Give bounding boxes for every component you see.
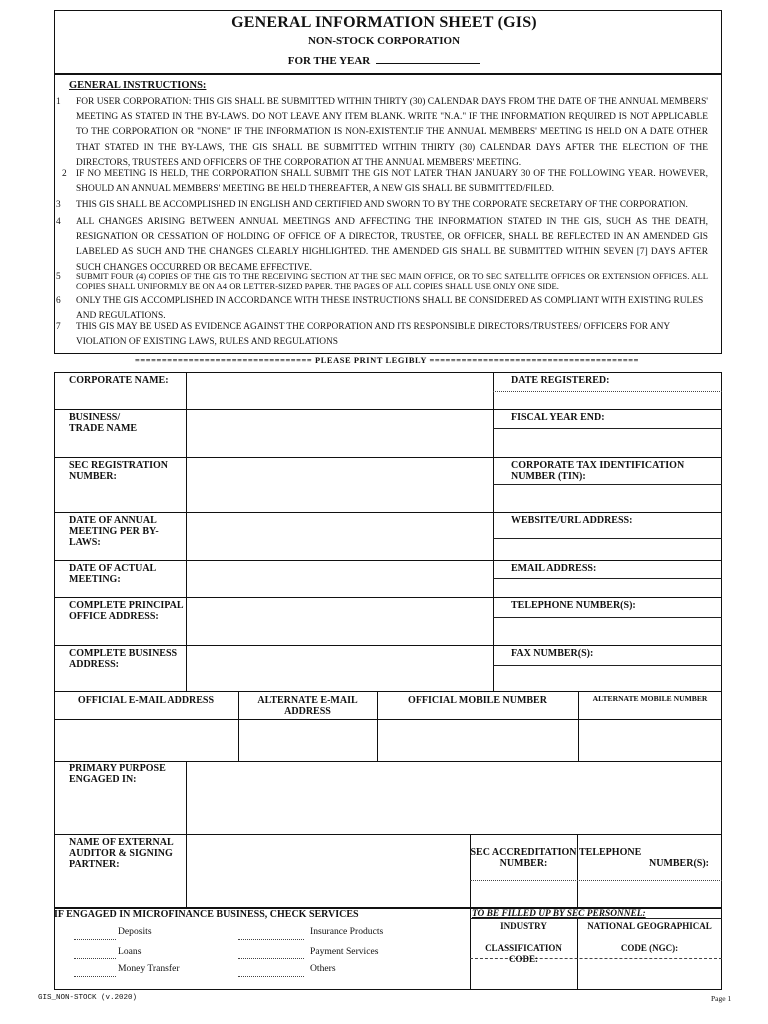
website-input[interactable] <box>495 540 720 559</box>
fax-input[interactable] <box>495 667 720 690</box>
instruction-text: FOR USER CORPORATION: THIS GIS SHALL BE SUBMITTED WITHIN THIRTY (30) CALENDAR DAYS FROM THE DATE OF THE ANNUAL MEMBERS' MEETING AS STATED IN THE BY-LAWS. DO NOT LEAVE ANY ITEM BLANK. WRITE "N.A." IF THE INFORMATION REQUIRED IS NOT APPLICABLE TO THE CORPORATION OR "NONE" IF THE INFORMATION IS NON-EXISTENT.IF THE ANNUAL MEMBERS' MEETING IS HELD ON A DATE OTHER THAT STATED IN THE BY-LAWS, THE GIS SHALL BE SUBMITTED WITHIN THIRTY (30) CALENDAR DAYS AFTER THE ELECTION OF THE DIRECTORS, TRUSTEES AND OFFICERS OF THE CORPORATION AT THE ANNUAL MEMBERS' MEETING. <box>76 97 708 168</box>
label-line: DATE OF ANNUAL <box>69 515 157 526</box>
fiscal-year-end-label: FISCAL YEAR END: <box>511 412 605 423</box>
official-mobile-input[interactable] <box>379 721 576 759</box>
right-col-rule <box>493 538 722 539</box>
instruction-item-1 <box>56 95 708 171</box>
label-line: MEETING: <box>69 574 121 585</box>
row-divider <box>54 719 722 720</box>
instructions-heading: GENERAL INSTRUCTIONS: <box>69 80 207 91</box>
col-divider <box>186 372 187 691</box>
service-label-insurance: Insurance Products <box>310 926 384 937</box>
corporate-name-input[interactable] <box>188 374 491 408</box>
sec-registration-label <box>69 460 168 482</box>
right-col-rule <box>493 484 722 485</box>
actual-meeting-input[interactable] <box>188 562 491 596</box>
telephone-input[interactable] <box>495 619 720 644</box>
row-divider <box>54 372 722 373</box>
instruction-number: 1 <box>56 97 61 107</box>
sec-accreditation-input[interactable] <box>472 882 575 906</box>
label-line: ADDRESS <box>284 706 331 717</box>
email-label: EMAIL ADDRESS: <box>511 563 597 574</box>
label-line: NATIONAL GEOGRAPHICAL <box>587 921 712 931</box>
official-email-input[interactable] <box>56 721 236 759</box>
instruction-item-3 <box>56 198 708 214</box>
annual-meeting-input[interactable] <box>188 514 491 559</box>
label-line: CLASSIFICATION CODE: <box>485 943 562 964</box>
principal-office-input[interactable] <box>188 599 491 644</box>
microfinance-heading: IF ENGAGED IN MICROFINANCE BUSINESS, CHECK SERVICES <box>54 909 359 920</box>
fax-label: FAX NUMBER(S): <box>511 648 594 659</box>
instruction-text: ONLY THE GIS ACCOMPLISHED IN ACCORDANCE WITH THESE INSTRUCTIONS SHALL BE CONSIDERED AS COMPLIANT WITH EXISTING RULES AND REGULATIONS. <box>76 296 704 322</box>
instruction-item-4 <box>56 215 708 271</box>
service-checkbox-payment[interactable] <box>238 958 304 959</box>
service-label-others: Others <box>310 963 336 974</box>
auditor-label <box>69 837 174 870</box>
business-address-input[interactable] <box>188 647 491 690</box>
instruction-number: 5 <box>56 272 61 282</box>
sec-accreditation-label <box>470 847 577 869</box>
date-registered-label: DATE REGISTERED: <box>511 375 610 386</box>
row-divider <box>54 761 722 762</box>
principal-office-label <box>69 600 184 622</box>
label-line: NUMBER: <box>69 471 117 482</box>
service-checkbox-insurance[interactable] <box>238 939 304 940</box>
sec-personnel-heading: TO BE FILLED UP BY SEC PERSONNEL: <box>472 909 646 919</box>
col-divider <box>186 761 187 908</box>
label-line: ADDRESS: <box>69 659 120 670</box>
instruction-text: ALL CHANGES ARISING BETWEEN ANNUAL MEETINGS AND AFFECTING THE INFORMATION STATED IN THE GIS, SUCH AS THE DEATH, RESIGNATION OR CESSATION OF HOLDING OF OFFICE OF A DIRECTOR, TRUSTEE, OR OFFICER, SHALL BE REFLECTED IN AN AMENDED GIS LABELED AS SUCH AND THE CHANGES CLEARLY HIGHLIGHTED. THE AMENDED GIS SHALL BE SUBMITTED WITHIN SEVEN [7] DAYS AFTER SUCH CHANGES OCCURRED OR BECAME EFFECTIVE. <box>76 217 708 273</box>
fiscal-year-end-input[interactable] <box>495 430 720 456</box>
label-line: LAWS: <box>69 537 101 548</box>
row-divider <box>54 834 722 835</box>
print-legibly-banner: ================================= PLEASE PRINT LEGIBLY ======================================= <box>135 356 639 365</box>
label-line: COMPLETE PRINCIPAL <box>69 600 184 611</box>
row-divider <box>54 645 722 646</box>
instruction-number: 3 <box>56 200 61 210</box>
row-divider <box>54 409 722 410</box>
right-col-rule <box>493 578 722 579</box>
service-checkbox-money-transfer[interactable] <box>74 976 116 977</box>
auditor-input[interactable] <box>188 836 468 906</box>
label-line: TRADE NAME <box>69 423 138 434</box>
auditor-telephone-input[interactable] <box>579 882 720 906</box>
right-col-rule <box>493 428 722 429</box>
website-label: WEBSITE/URL ADDRESS: <box>511 515 633 526</box>
business-trade-name-label <box>69 412 137 434</box>
corporate-name-label: CORPORATE NAME: <box>69 375 169 386</box>
primary-purpose-label <box>69 763 166 785</box>
instruction-text: THIS GIS SHALL BE ACCOMPLISHED IN ENGLISH AND CERTIFIED AND SWORN TO BY THE CORPORATE SECRETARY OF THE CORPORATION. <box>76 200 688 210</box>
instruction-text: THIS GIS MAY BE USED AS EVIDENCE AGAINST THE CORPORATION AND ITS RESPONSIBLE DIRECTORS/TRUSTEES/ OFFICERS FOR ANY VIOLATION OF EXISTING LAWS, RULES AND REGULATIONS <box>76 322 670 348</box>
service-label-money-transfer: Money Transfer <box>118 963 180 974</box>
row-divider <box>54 512 722 513</box>
label-line: CORPORATE TAX IDENTIFICATION <box>511 460 685 471</box>
primary-purpose-input[interactable] <box>188 763 720 833</box>
col-divider <box>470 834 471 908</box>
telephone-label: TELEPHONE NUMBER(S): <box>511 600 636 611</box>
tin-input[interactable] <box>495 486 720 511</box>
alt-email-header <box>238 695 377 717</box>
label-line: SEC REGISTRATION <box>69 460 169 471</box>
instruction-number: 6 <box>56 296 61 306</box>
year-blank[interactable] <box>376 55 480 64</box>
label-line: SEC ACCREDITATION <box>470 847 577 858</box>
col-divider <box>493 372 494 691</box>
instruction-item-5 <box>56 272 708 294</box>
page-title: GENERAL INFORMATION SHEET (GIS) <box>231 14 537 31</box>
tin-label <box>511 460 684 482</box>
service-label-loans: Loans <box>118 946 142 957</box>
official-email-header: OFFICIAL E-MAIL ADDRESS <box>77 695 215 706</box>
row-divider <box>54 560 722 561</box>
industry-code-label <box>470 921 577 965</box>
instruction-number: 4 <box>56 217 61 227</box>
page-subtitle: NON-STOCK CORPORATION <box>307 35 461 47</box>
label-line: ALTERNATE E-MAIL <box>257 695 358 706</box>
label-line: COMPLETE BUSINESS <box>69 648 178 659</box>
instruction-item-2 <box>62 167 708 198</box>
service-checkbox-others[interactable] <box>238 976 304 977</box>
official-mobile-header: OFFICIAL MOBILE NUMBER <box>408 695 547 706</box>
label-line: NAME OF EXTERNAL <box>69 837 174 848</box>
label-line: INDUSTRY <box>500 921 547 931</box>
label-line: BUSINESS/ <box>69 412 121 423</box>
label-line: PRIMARY PURPOSE <box>69 763 166 774</box>
service-checkbox-deposits[interactable] <box>74 939 116 940</box>
alt-mobile-input[interactable] <box>580 721 720 759</box>
instruction-item-7 <box>56 320 708 351</box>
alt-mobile-header: ALTERNATE MOBILE NUMBER <box>592 694 708 703</box>
right-col-rule <box>493 617 722 618</box>
col-divider <box>577 834 578 908</box>
label-line: DATE OF ACTUAL <box>69 563 157 574</box>
label-line: MEETING PER BY- <box>69 526 159 537</box>
ngc-label <box>577 921 722 954</box>
instruction-number: 2 <box>62 169 67 179</box>
row-divider <box>54 597 722 598</box>
annual-meeting-label <box>69 515 159 548</box>
email-input[interactable] <box>495 580 720 596</box>
label-line: ENGAGED IN: <box>69 774 137 785</box>
row-divider <box>54 457 722 458</box>
row-divider <box>54 691 722 692</box>
year-label: FOR THE YEAR <box>287 55 371 67</box>
instruction-number: 7 <box>56 322 61 332</box>
sec-registration-input[interactable] <box>188 459 491 511</box>
service-label-deposits: Deposits <box>118 926 152 937</box>
date-registered-input[interactable] <box>495 392 720 408</box>
label-line: NUMBER(S): <box>649 858 709 869</box>
label-line: PARTNER: <box>69 859 120 870</box>
label-line: OFFICE ADDRESS: <box>69 611 159 622</box>
trade-name-input[interactable] <box>188 411 491 455</box>
label-line: NUMBER: <box>499 858 548 869</box>
label-line: NUMBER (TIN): <box>511 471 586 482</box>
year-line <box>0 55 768 67</box>
service-checkbox-loans[interactable] <box>74 958 116 959</box>
business-address-label <box>69 648 177 670</box>
instruction-text: SUBMIT FOUR (4) COPIES OF THE GIS TO THE RECEIVING SECTION AT THE SEC MAIN OFFICE, OR TO SEC SATELLITE OFFICES OR EXTENSION OFFICES. ALL COPIES SHALL UNIFORMLY BE ON A4 OR LETTER-SIZED PAPER. THE PAGES OF ALL COPIES SHALL USE ONLY ONE SIDE. <box>76 271 708 291</box>
label-line: CODE (NGC): <box>620 943 679 953</box>
form-code: GIS_NON-STOCK (v.2020) <box>38 994 138 1002</box>
instruction-text: IF NO MEETING IS HELD, THE CORPORATION SHALL SUBMIT THE GIS NOT LATER THAN JANUARY 30 OF THE FOLLOWING YEAR. HOWEVER, SHOULD AN ANNUAL MEMBERS' MEETING BE HELD THEREAFTER, A NEW GIS SHALL BE SUBMITTED/FILED. <box>76 169 708 195</box>
alt-email-input[interactable] <box>240 721 375 759</box>
auditor-telephone-label <box>579 847 717 869</box>
label-line: AUDITOR & SIGNING <box>69 848 173 859</box>
service-label-payment: Payment Services <box>310 946 379 957</box>
label-line: TELEPHONE <box>579 847 642 858</box>
right-col-rule <box>493 665 722 666</box>
page-number: Page 1 <box>711 994 732 1003</box>
auditor-rule <box>470 880 722 881</box>
actual-meeting-label <box>69 563 156 585</box>
